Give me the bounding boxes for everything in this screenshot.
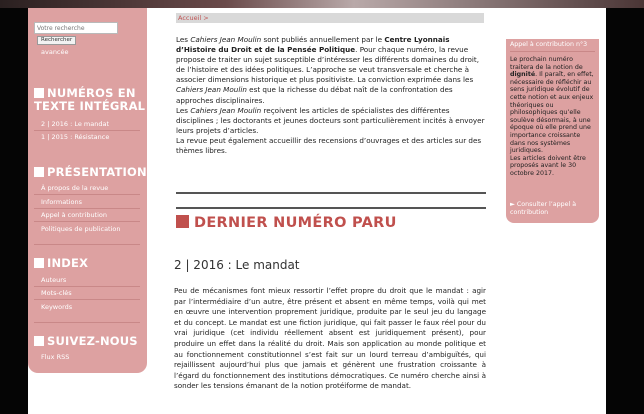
search-button[interactable]: Rechercher [37, 36, 76, 45]
page [28, 8, 606, 414]
divider [34, 194, 140, 195]
square-bullet-icon [34, 336, 44, 346]
left-sidebar [28, 8, 147, 373]
intro-text [176, 35, 486, 156]
sidebar-item-call-for-papers[interactable]: Appel à contribution [41, 211, 108, 219]
sidebar-item-issue-2[interactable]: 2 | 2016 : Le mandat [41, 120, 109, 128]
square-bullet-icon [34, 258, 44, 268]
right-sidebar [506, 39, 599, 223]
sidebar-item-informations[interactable]: Informations [41, 198, 83, 206]
divider [510, 51, 595, 52]
issue-title[interactable]: 2 | 2016 : Le mandat [174, 258, 300, 272]
call-for-papers-title: Appel à contribution n°3 [510, 41, 588, 48]
right-margin [606, 8, 644, 414]
intro-paragraph-2: Les Cahiers Jean Moulin reçoivent les articles de spécialistes des différentes disciplines ; les doctorants et jeunes docteurs sont particulièrement incités à envoyer leurs projets d’articles. [176, 105, 485, 135]
sidebar-item-authors[interactable]: Auteurs [41, 276, 67, 284]
divider [176, 207, 486, 209]
breadcrumb[interactable]: Accueil > [176, 13, 484, 23]
section-title: DERNIER NUMÉRO PARU [176, 215, 397, 231]
intro-paragraph-1: Les Cahiers Jean Moulin sont publiés annuellement par le Centre Lyonnais d’Histoire du Droit et de la Pensée Politique. Pour chaque numéro, la revue propose de traiter un sujet susceptible d’intéresser les différents domaines du droit, de l’histoire et des idées politiques. L’approche se veut transversale et cherche à associer dimensions historique et plus positiviste. La conviction exprimée dans les Cahiers Jean Moulin est que la richesse du débat naît de la confrontation des approches disciplinaires. [176, 35, 480, 105]
divider [34, 244, 140, 245]
sidebar-heading-presentation: PRÉSENTATION [34, 166, 147, 179]
divider [34, 299, 140, 300]
left-margin [0, 8, 28, 414]
divider [34, 322, 140, 323]
sidebar-heading-index: INDEX [34, 257, 88, 270]
sidebar-item-keywords-fr[interactable]: Mots-clés [41, 289, 72, 297]
sidebar-item-keywords-en[interactable]: Keywords [41, 303, 73, 311]
call-for-papers-link[interactable]: ► Consulter l’appel à contribution [510, 201, 577, 216]
sidebar-item-publication-policies[interactable]: Politiques de publication [41, 225, 121, 233]
search-input[interactable] [34, 22, 118, 34]
advanced-search-link[interactable]: avancée [41, 48, 69, 56]
square-bullet-icon [34, 88, 44, 98]
divider [34, 208, 140, 209]
arrow-right-icon: ► [510, 201, 517, 208]
divider [34, 130, 140, 131]
square-bullet-icon [34, 167, 44, 177]
sidebar-item-issue-1[interactable]: 1 | 2015 : Résistance [41, 133, 110, 141]
issue-summary: Peu de mécanismes font mieux ressortir l’effet propre du droit que le mandat : agir par l’intermédiaire d’un autre, être présent et absent en même temps, voilà qui met en œuvre une intervention proprement juridique, produite par le seul jeu du langage et du concept. Le mandat est une fiction juridique, qui fait passer le faux réel pour du vrai juridique (cet individu réellement absent est juridiquement présent), pour produire un effet dans la réalité du droit. Mais son application au monde politique et au fonctionnement constitutionnel s’est fait sur un lourd terreau d’ambiguïtés, qui rejaillissent aujourd’hui plus que jamais et génèrent une frustration croissante à l’égard du fonctionnement des institutions démocratiques. Ce numéro cherche ainsi à sonder les tensions émanant de la notion protéiforme de mandat. [174, 286, 486, 391]
sidebar-heading-issues: NUMÉROS EN TEXTE INTÉGRAL [34, 86, 146, 113]
sidebar-item-about[interactable]: À propos de la revue [41, 184, 109, 192]
call-for-papers-text: Le prochain numéro traitera de la notion de dignité. Il paraît, en effet, nécessaire de réfléchir au sens juridique évolutif de cette notion et aux enjeux théoriques ou philosophiques qu’elle soulève désormais, à une époque où elle prend une importance croissante dans nos systèmes juridiques. Les articles doivent être proposés avant le 30 octobre 2017. [510, 56, 594, 177]
divider [34, 221, 140, 222]
sidebar-item-rss[interactable]: Flux RSS [41, 353, 70, 361]
square-bullet-icon [176, 215, 189, 228]
sidebar-heading-follow: SUIVEZ-NOUS [34, 335, 138, 348]
divider [34, 286, 140, 287]
browser-top-strip [0, 0, 644, 8]
divider [176, 192, 486, 194]
intro-paragraph-3: La revue peut également accueillir des recensions d’ouvrages et des articles sur des thèmes libres. [176, 135, 482, 156]
